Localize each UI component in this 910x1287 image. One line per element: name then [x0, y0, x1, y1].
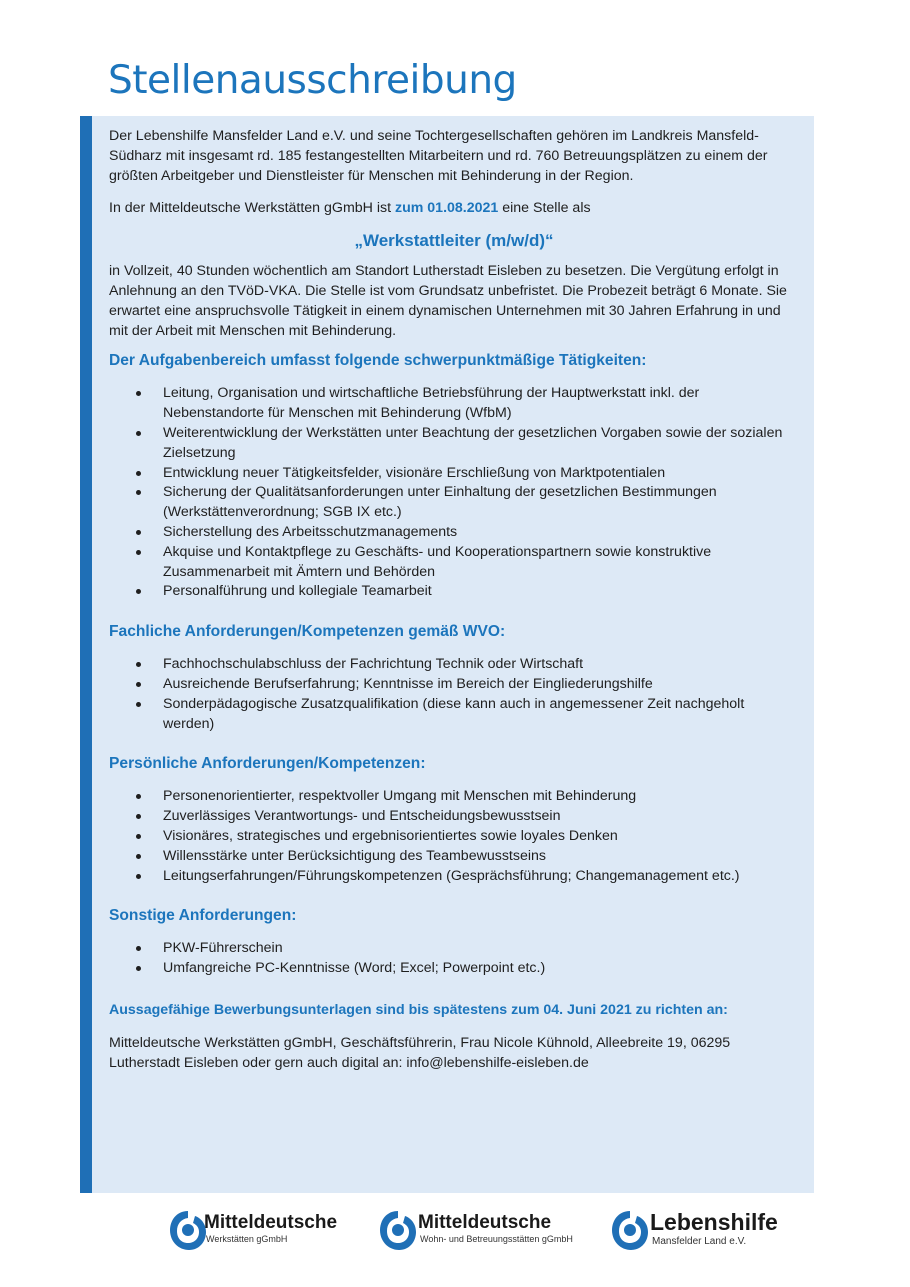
list-item: Leitung, Organisation und wirtschaftliche Betriebsführung der Hauptwerkstatt inkl. der Nebenstandorte für Menschen mit Behinderung (WfbM) [109, 384, 799, 424]
task-list [109, 384, 799, 602]
position-line-after: eine Stelle als [498, 200, 591, 217]
lebenshilfe-mark-icon [610, 1208, 650, 1252]
position-line-before: In der Mitteldeutsche Werkstätten gGmbH ist [109, 200, 395, 217]
section-heading-personal: Persönliche Anforderungen/Kompetenzen: [109, 755, 426, 773]
page-title: Stellenausschreibung [108, 58, 517, 103]
list-item: Fachhochschulabschluss der Fachrichtung Technik oder Wirtschaft [109, 655, 799, 675]
lebenshilfe-mark-icon [378, 1208, 418, 1252]
list-item: Sicherung der Qualitätsanforderungen unter Einhaltung der gesetzlichen Bestimmungen (Werkstättenverordnung; SGB IX etc.) [109, 483, 799, 523]
position-line [109, 199, 799, 219]
list-item: Ausreichende Berufserfahrung; Kenntnisse im Bereich der Eingliederungshilfe [109, 675, 799, 695]
logo-subtitle: Wohn- und Betreuungsstätten gGmbH [420, 1234, 573, 1244]
job-ad-content [109, 127, 799, 1073]
footer-logos [0, 1206, 910, 1266]
professional-requirements-list [109, 655, 799, 734]
list-item: Visionäres, strategisches und ergebnisorientiertes sowie loyales Denken [109, 827, 799, 847]
list-item: Zuverlässiges Verantwortungs- und Entscheidungsbewusstsein [109, 807, 799, 827]
list-item: Willensstärke unter Berücksichtigung des Teambewusstseins [109, 847, 799, 867]
application-deadline: Aussagefähige Bewerbungsunterlagen sind bis spätestens zum 04. Juni 2021 zu richten an: [109, 1001, 728, 1018]
panel-accent-bar [80, 116, 92, 1193]
list-item: Akquise und Kontaktpflege zu Geschäfts- und Kooperationspartnern sowie konstruktive Zusammenarbeit mit Ämtern und Behörden [109, 543, 799, 583]
other-requirements-list [109, 939, 799, 979]
list-item: Personenorientierter, respektvoller Umgang mit Menschen mit Behinderung [109, 787, 799, 807]
list-item: Sicherstellung des Arbeitsschutzmanagements [109, 523, 799, 543]
lebenshilfe-mark-icon [168, 1208, 208, 1252]
logo-subtitle: Werkstätten gGmbH [206, 1234, 288, 1244]
start-date: zum 01.08.2021 [394, 200, 499, 217]
logo-name: Mitteldeutsche [418, 1212, 552, 1233]
section-heading-tasks: Der Aufgabenbereich umfasst folgende schwerpunktmäßige Tätigkeiten: [109, 352, 647, 370]
list-item: PKW-Führerschein [109, 939, 799, 959]
section-heading-other: Sonstige Anforderungen: [109, 907, 297, 925]
logo-name: Mitteldeutsche [204, 1212, 338, 1233]
personal-requirements-list [109, 787, 799, 886]
conditions-paragraph: in Vollzeit, 40 Stunden wöchentlich am Standort Lutherstadt Eisleben zu besetzen. Die Vergütung erfolgt in Anlehnung an den TVöD-VKA. Die Stelle ist vom Grundsatz unbefristet. Die Probezeit beträgt 6 Monate. Sie erwartet eine anspruchsvolle Tätigkeit in einem dynamischen Unternehmen mit 30 Jahren Erfahrung in und mit der Arbeit mit Menschen mit Behinderung. [109, 263, 787, 339]
logo-name: Lebenshilfe [650, 1209, 778, 1235]
list-item: Sonderpädagogische Zusatzqualifikation (diese kann auch in angemessener Zeit nachgeholt werden) [109, 695, 799, 735]
job-title: „Werkstattleiter (m/w/d)“ [354, 231, 554, 251]
list-item: Leitungserfahrungen/Führungskompetenzen (Gesprächsführung; Changemanagement etc.) [109, 867, 799, 887]
list-item: Umfangreiche PC-Kenntnisse (Word; Excel; Powerpoint etc.) [109, 959, 799, 979]
intro-paragraph: Der Lebenshilfe Mansfelder Land e.V. und seine Tochtergesellschaften gehören im Landkreis Mansfeld-Südharz mit insgesamt rd. 185 festangestellten Mitarbeitern und rd. 760 Betreuungsplätzen zu einem der größten Arbeitgeber und Dienstleister für Menschen mit Behinderung in der Region. [109, 128, 768, 184]
contact-address: Mitteldeutsche Werkstätten gGmbH, Geschäftsführerin, Frau Nicole Kühnold, Alleebreite 19, 06295 Lutherstadt Eisleben oder gern auch digital an: info@lebenshilfe-eisleben.de [109, 1034, 731, 1071]
section-heading-professional: Fachliche Anforderungen/Kompetenzen gemäß WVO: [109, 623, 506, 641]
logo-subtitle: Mansfelder Land e.V. [652, 1236, 747, 1247]
list-item: Entwicklung neuer Tätigkeitsfelder, visionäre Erschließung von Marktpotentialen [109, 464, 799, 484]
list-item: Weiterentwicklung der Werkstätten unter Beachtung der gesetzlichen Vorgaben sowie der sozialen Zielsetzung [109, 424, 799, 464]
list-item: Personalführung und kollegiale Teamarbeit [109, 582, 799, 602]
